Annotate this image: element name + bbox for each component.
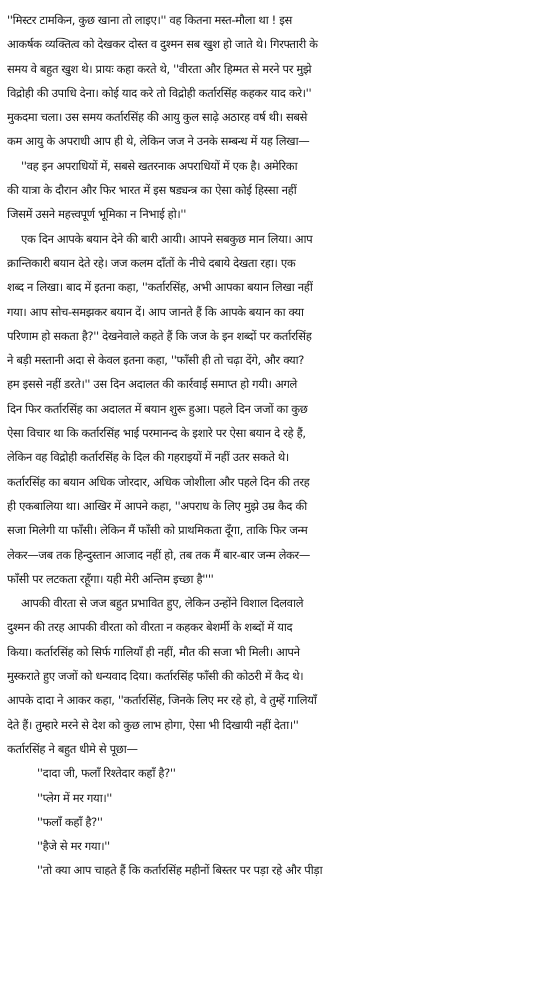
text-line: कर्तारसिंह का बयान अधिक जोरदार, अधिक जोशीला और पहले दिन की तरह (7, 474, 310, 489)
text-line: दिन फिर कर्तारसिंह का अदालत में बयान शुरू हुआ। पहले दिन जजों का कुछ (7, 401, 308, 416)
dialogue-line: ''तो क्या आप चाहते हैं कि कर्तारसिंह महीनों बिस्तर पर पड़ा रहे और पीड़ा (37, 863, 323, 878)
text-line: शब्द न लिखा। बाद में इतना कहा, ''कर्तारसिंह, अभी आपका बयान लिखा नहीं (7, 280, 313, 295)
text-line: मुस्कराते हुए जजों को धन्यवाद दिया। कर्तारसिंह फाँसी की कोठरी में कैद थे। (7, 669, 304, 684)
text-line: आपकी वीरता से जज बहुत प्रभावित हुए, लेकिन उन्होंने विशाल दिलवाले (21, 596, 304, 611)
quote-line: की यात्रा के दौरान और फिर भारत में इस षड्यन्त्र का ऐसा कोई हिस्सा नहीं (7, 183, 297, 198)
quote-line: जिसमें उसने महत्त्वपूर्ण भूमिका न निभाई हो।'' (7, 207, 187, 222)
text-line: क्रान्तिकारी बयान देते रहे। जज कलम दाँतों के नीचे दबाये देखता रहा। एक (7, 255, 296, 270)
text-line: एक दिन आपके बयान देने की बारी आयी। आपने सबकुछ मान लिया। आप (21, 231, 313, 246)
text-line: देते हैं। तुम्हारे मरने से देश को कुछ लाभ होगा, ऐसा भी दिखायी नहीं देता।'' (7, 717, 299, 732)
text-line: कर्तारसिंह ने बहुत धीमे से पूछा— (7, 741, 138, 756)
text-line: आपके दादा ने आकर कहा, ''कर्तारसिंह, जिनके लिए मर रहे हो, वे तुम्हें गालियाँ (7, 693, 317, 708)
text-line: किया। कर्तारसिंह को सिर्फ गालियाँ ही नहीं, मौत की सजा भी मिली। आपने (7, 644, 300, 659)
text-line: लेकर—जब तक हिन्दुस्तान आजाद नहीं हो, तब तक मैं बार-बार जन्म लेकर— (7, 547, 311, 562)
text-line: लेकिन वह विद्रोही कर्तारसिंह के दिल की गहराइयों में नहीं उतर सकते थे। (7, 450, 289, 465)
text-line: फाँसी पर लटकता रहूँगा। यही मेरी अन्तिम इच्छा है'''' (7, 571, 214, 586)
quote-line: ''वह इन अपराधियों में, सबसे खतरनाक अपराधियों में एक है। अमेरिका (21, 158, 298, 173)
text-line: हम इससे नहीं डरते।'' उस दिन अदालत की कार्रवाई समाप्त हो गयी। अगले (7, 377, 297, 392)
text-line: समय वे बहुत खुश थे। प्रायः कहा करते थे, ''वीरता और हिम्मत से मरने पर मुझे (7, 61, 312, 76)
text-line: ''मिस्टर टामकिन, कुछ खाना तो लाइए।'' वह कितना मस्त-मौला था ! इस (7, 13, 292, 27)
text-line: कम आयु के अपराधी आप ही थे, लेकिन जज ने उनके सम्बन्ध में यह लिखा— (7, 134, 310, 149)
text-line: दुश्मन की तरह आपकी वीरता को वीरता न कहकर बेशर्मी के शब्दों में याद (7, 620, 293, 635)
dialogue-line: ''दादा जी, फलाँ रिश्तेदार कहाँ है?'' (37, 766, 176, 781)
dialogue-line: ''हैजे से मर गया।'' (37, 839, 110, 854)
dialogue-line: ''फलाँ कहाँ है?'' (37, 814, 103, 829)
text-line: ऐसा विचार था कि कर्तारसिंह भाई परमानन्द के इशारे पर ऐसा बयान दे रहे हैं, (7, 426, 306, 441)
text-line: ने बड़ी मस्तानी अदा से केवल इतना कहा, ''फाँसी ही तो चढ़ा देंगे, और क्या? (7, 353, 305, 368)
text-line: आकर्षक व्यक्तित्व को देखकर दोस्त व दुश्मन सब खुश हो जाते थे। गिरफ्तारी के (7, 37, 318, 52)
dialogue-line: ''प्लेग में मर गया।'' (37, 790, 112, 805)
text-line: परिणाम हो सकता है?'' देखनेवाले कहते हैं कि जज के इन शब्दों पर कर्तारसिंह (7, 328, 312, 343)
text-line: विद्रोही की उपाधि देना। कोई याद करे तो विद्रोही कर्तारसिंह कहकर याद करे।'' (7, 85, 312, 100)
text-line: गया। आप सोच-समझकर बयान दें। आप जानते हैं कि आपके बयान का क्या (7, 304, 304, 319)
text-line: ही एकबालिया था। आखिर में आपने कहा, ''अपराध के लिए मुझे उम्र कैद की (7, 498, 307, 513)
text-line: सजा मिलेगी या फाँसी। लेकिन मैं फाँसी को प्राथमिकता दूँगा, ताकि फिर जन्म (7, 523, 308, 538)
text-line: मुकदमा चला। उस समय कर्तारसिंह की आयु कुल साढ़े अठारह वर्ष थी। सबसे (7, 110, 308, 125)
